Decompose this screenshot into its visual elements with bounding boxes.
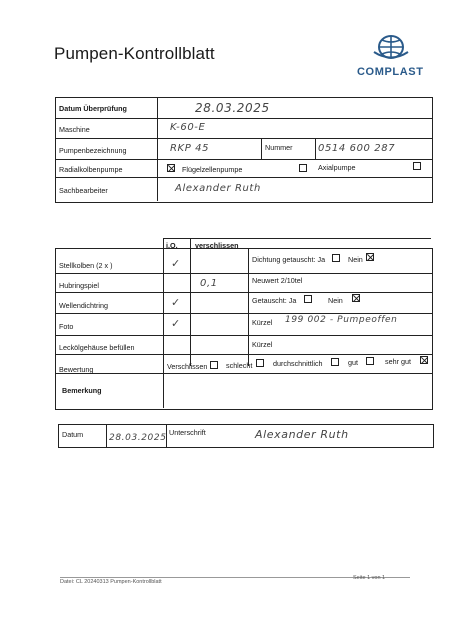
getauscht-nein-label: Nein	[328, 296, 343, 305]
col-verschlissen-header: verschlissen	[195, 241, 239, 250]
pumpenbezeichnung-label: Pumpenbezeichnung	[59, 146, 127, 155]
radialkolbenpumpe-checkbox[interactable]	[167, 164, 175, 172]
bemerkung-label: Bemerkung	[62, 386, 102, 395]
brand-name: COMPLAST	[357, 66, 424, 78]
axialpumpe-checkbox[interactable]	[413, 162, 421, 170]
unterschrift-label: Unterschrift	[169, 428, 206, 437]
bew-schlecht-label: schlecht	[226, 361, 253, 370]
sachbearbeiter-value[interactable]: Alexander Ruth	[175, 183, 261, 194]
leckoelgehaeuse-label: Leckölgehäuse befüllen	[59, 343, 135, 352]
page-title: Pumpen-Kontrollblatt	[54, 44, 215, 63]
bew-durchschnittlich-checkbox[interactable]	[331, 358, 339, 366]
foto-label: Foto	[59, 322, 74, 331]
datum-pruefung-label: Datum Überprüfung	[59, 104, 127, 113]
dichtung-getauscht-label: Dichtung getauscht: Ja	[252, 255, 326, 264]
signatur-datum-label: Datum	[62, 430, 84, 439]
wellendichtring-io-check-icon[interactable]: ✓	[171, 297, 181, 309]
getauscht-ja-checkbox[interactable]	[304, 295, 312, 303]
unterschrift-value[interactable]: Alexander Ruth	[255, 428, 349, 441]
dichtung-nein-label: Nein	[348, 255, 363, 264]
datum-pruefung-value[interactable]: 28.03.2025	[195, 101, 270, 115]
bew-sehr-gut-label: sehr gut	[385, 357, 411, 366]
wellendichtring-label: Wellendichtring	[59, 301, 109, 310]
radialkolbenpumpe-label: Radialkolbenpumpe	[59, 165, 123, 174]
bew-schlecht-checkbox[interactable]	[256, 359, 264, 367]
dichtung-ja-checkbox[interactable]	[332, 254, 340, 262]
nummer-value[interactable]: 0514 600 287	[318, 143, 396, 154]
getauscht-nein-checkbox[interactable]	[352, 294, 360, 302]
hubringspiel-value[interactable]: 0,1	[200, 278, 218, 289]
bew-sehr-gut-checkbox[interactable]	[420, 356, 428, 364]
bew-gut-checkbox[interactable]	[366, 357, 374, 365]
axialpumpe-label: Axialpumpe	[318, 163, 356, 172]
bew-gut-label: gut	[348, 358, 358, 367]
stellkolben-label: Stellkolben (2 x )	[59, 261, 113, 270]
getauscht-label: Getauscht: Ja	[252, 296, 297, 305]
bewertung-label: Bewertung	[59, 365, 94, 374]
nummer-label: Nummer	[265, 143, 293, 152]
col-io-header: i.O.	[166, 241, 178, 250]
bew-durchschnittlich-label: durchschnittlich	[273, 359, 323, 368]
kuerzel2-label: Kürzel	[252, 340, 273, 349]
pumpenbezeichnung-value[interactable]: RKP 45	[170, 143, 210, 154]
hubringspiel-label: Hubringspiel	[59, 281, 99, 290]
maschine-value[interactable]: K-60-E	[170, 122, 206, 133]
neuwert-label: Neuwert 2/10tel	[252, 276, 303, 285]
kuerzel-value[interactable]: 199 002 - Pumpeoffen	[285, 315, 398, 325]
foto-io-check-icon[interactable]: ✓	[171, 318, 181, 330]
signatur-datum-value[interactable]: 28.03.2025	[109, 433, 167, 443]
stellkolben-io-check-icon[interactable]: ✓	[171, 258, 181, 270]
footer-file-name: Datei: CL 20240313 Pumpen-Kontrollblatt	[60, 579, 162, 585]
sachbearbeiter-label: Sachbearbeiter	[59, 186, 108, 195]
kuerzel-label: Kürzel	[252, 318, 273, 327]
footer-page-number: Seite 1 von 1	[353, 575, 386, 581]
bew-verschlissen-label: Verschlissen	[167, 362, 208, 371]
maschine-label: Maschine	[59, 125, 90, 134]
fluegelzellenpumpe-label: Flügelzellenpumpe	[182, 165, 243, 174]
bew-verschlissen-checkbox[interactable]	[210, 361, 218, 369]
dichtung-nein-checkbox[interactable]	[366, 253, 374, 261]
fluegelzellenpumpe-checkbox[interactable]	[299, 164, 307, 172]
